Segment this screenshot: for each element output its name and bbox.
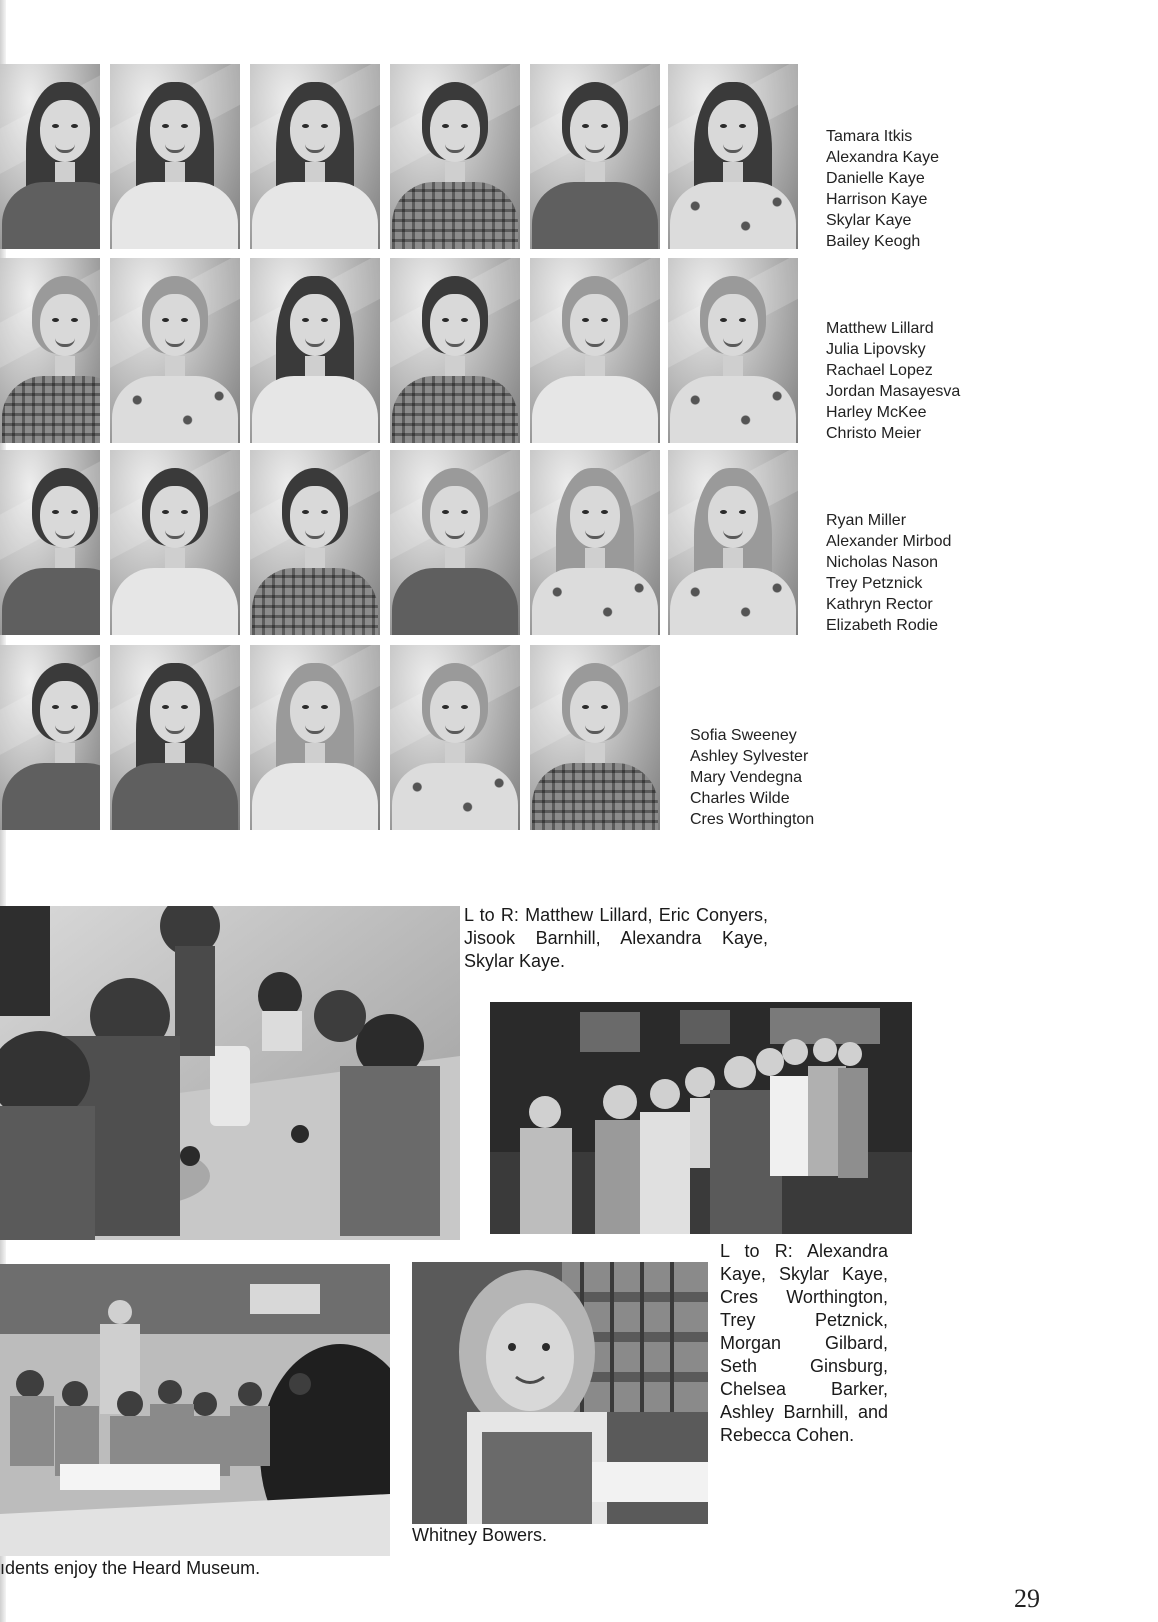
portrait-jordan-masayesva [390,258,520,443]
museum-photo [0,1264,390,1556]
student-name: Mary Vendegna [690,769,803,786]
student-name: Skylar Kaye [826,212,912,229]
name-list-row-1 [826,126,939,252]
group-photo [490,1002,912,1234]
student-name: Danielle Kaye [826,170,925,187]
portrait-julia-lipovsky [110,258,240,443]
name-list-row-2 [826,318,960,444]
classroom-caption: L to R: Matthew Lillard, Eric Conyers, Jisook Barnhill, Alexandra Kaye, Skylar Kaye. [464,905,768,971]
portrait-rachael-lopez [250,258,380,443]
student-name: Alexander Mirbod [826,533,952,550]
portrait-trey-petznick [390,450,520,635]
student-name: Charles Wilde [690,790,790,807]
student-name: Christo Meier [826,425,922,442]
portrait-skylar-kaye [530,64,660,249]
classroom-photo [0,906,460,1240]
group-caption: L to R: Alexandra Kaye, Skylar Kaye, Cres Worthington, Trey Petznick, Morgan Gilbard, Seth Ginsburg, Chelsea Barker, Ashley Barnhill, and Rebecca Cohen. [720,1241,888,1445]
portrait-kathryn-rector [530,450,660,635]
portrait-charles-wilde [390,645,520,830]
portrait-danielle-kaye [250,64,380,249]
name-list-row-3 [826,510,951,636]
student-name: Harley McKee [826,404,927,421]
portrait-sofia-sweeney [0,645,100,830]
portrait-bailey-keogh [668,64,798,249]
student-name: Ashley Sylvester [690,748,809,765]
student-name: Tamara Itkis [826,128,913,145]
name-list-row-4 [690,725,814,830]
museum-caption: ıdents enjoy the Heard Museum. [0,1558,261,1578]
student-name: Kathryn Rector [826,596,933,613]
portrait-tamara-itkis [0,64,100,249]
page-number: 29 [1014,1584,1040,1613]
student-name: Cres Worthington [690,811,815,828]
portrait-alexandra-kaye [110,64,240,249]
student-name: Trey Petznick [826,575,923,592]
student-name: Jordan Masayesva [826,383,961,400]
student-name: Harrison Kaye [826,191,928,208]
student-name: Bailey Keogh [826,233,921,250]
portrait-matthew-lillard [0,258,100,443]
student-name: Julia Lipovsky [826,341,926,358]
portrait-ashley-sylvester [110,645,240,830]
library-photo [412,1262,708,1524]
student-name: Elizabeth Rodie [826,617,939,634]
portrait-harrison-kaye [390,64,520,249]
library-caption: Whitney Bowers. [412,1525,548,1545]
student-name: Nicholas Nason [826,554,939,571]
student-name: Ryan Miller [826,512,907,529]
portrait-nicholas-nason [250,450,380,635]
student-name: Sofia Sweeney [690,727,797,744]
portrait-mary-vendegna [250,645,380,830]
student-name: Rachael Lopez [826,362,933,379]
portrait-harley-mckee [530,258,660,443]
portrait-christo-meier [668,258,798,443]
portrait-ryan-miller [0,450,100,635]
student-name: Alexandra Kaye [826,149,939,166]
portrait-cres-worthington [530,645,660,830]
student-name: Matthew Lillard [826,320,934,337]
portrait-elizabeth-rodie [668,450,798,635]
portrait-alexander-mirbod [110,450,240,635]
